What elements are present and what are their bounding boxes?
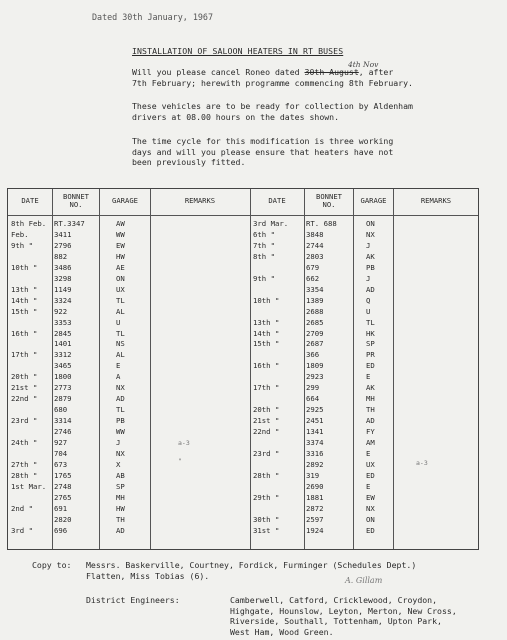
right-garage-cell: SP [366, 339, 375, 349]
right-date-cell: 29th " [253, 492, 280, 502]
left-date-cell: 21st " [11, 383, 38, 393]
right-date-cell: 30th " [253, 514, 280, 524]
right-bonnet-cell: 662 [306, 273, 320, 283]
left-garage-cell: A [116, 372, 121, 382]
right-garage-cell: AM [366, 438, 375, 447]
right-date-cell: 14th " [253, 328, 280, 338]
remark-right: a-3 [416, 459, 428, 467]
header-divider [8, 215, 478, 216]
left-bonnet-cell: 922 [54, 306, 68, 316]
right-bonnet-cell: 366 [306, 350, 320, 360]
left-garage-cell: U [116, 317, 121, 327]
right-garage-cell: UX [366, 459, 375, 469]
right-bonnet-cell: 3316 [306, 448, 324, 458]
left-garage-cell: AL [116, 350, 125, 360]
right-bonnet-cell: 2597 [306, 514, 324, 524]
right-bonnet-cell: 3374 [306, 438, 324, 447]
paragraph-cancel-after: , after 7th February; herewith programme commencing 8th February. [132, 67, 413, 88]
right-bonnet-cell: 1881 [306, 492, 324, 502]
right-bonnet-cell: 1924 [306, 525, 324, 535]
left-bonnet-cell: 696 [54, 525, 68, 535]
left-bonnet-cell: 3324 [54, 295, 72, 305]
signature: A. Gillam [345, 576, 383, 585]
remark-left: a-3 [178, 439, 190, 447]
right-garage-cell: E [366, 448, 371, 458]
right-bonnet-cell: 2803 [306, 251, 324, 261]
left-bonnet-cell: 2765 [54, 492, 72, 502]
right-date-cell: 9th " [253, 273, 275, 283]
left-date-cell: 8th Feb. [11, 219, 47, 228]
left-garage-cell: NX [116, 383, 125, 393]
left-garage-cell: AD [116, 394, 125, 404]
left-bonnet-cell: 3411 [54, 229, 72, 239]
programme-table [7, 188, 479, 550]
right-date-cell: 20th " [253, 405, 280, 415]
right-bonnet-cell: 2892 [306, 459, 324, 469]
left-date-cell: 20th " [11, 372, 38, 382]
col-divider [250, 189, 251, 549]
col-divider [52, 189, 53, 549]
right-date-cell: 31st " [253, 525, 280, 535]
left-garage-cell: AE [116, 262, 125, 272]
right-bonnet-cell: 2709 [306, 328, 324, 338]
right-bonnet-cell: 664 [306, 394, 320, 404]
paragraph-collection: These vehicles are to be ready for collection by Aldenham drivers at 08.00 hours on the dates shown. [132, 101, 413, 122]
left-bonnet-cell: 2796 [54, 240, 72, 250]
left-bonnet-cell: 1800 [54, 372, 72, 382]
right-garage-cell: NX [366, 503, 375, 513]
right-garage-cell: E [366, 372, 371, 382]
left-bonnet-cell: 680 [54, 405, 68, 415]
left-date-cell: 1st Mar. [11, 481, 47, 491]
left-bonnet-cell: 3465 [54, 361, 72, 371]
left-date-cell: 17th " [11, 350, 38, 360]
left-bonnet-cell: 3314 [54, 416, 72, 426]
right-garage-cell: ON [366, 219, 375, 228]
left-garage-cell: ON [116, 273, 125, 283]
right-date-cell: 16th " [253, 361, 280, 371]
right-garage-cell: PR [366, 350, 375, 360]
left-bonnet-cell: 691 [54, 503, 68, 513]
left-date-cell: 16th " [11, 328, 38, 338]
right-garage-cell: ED [366, 470, 375, 480]
right-date-cell: 6th " [253, 229, 275, 239]
left-garage-cell: MH [116, 492, 125, 502]
right-date-cell: 13th " [253, 317, 280, 327]
right-bonnet-cell: 1809 [306, 361, 324, 371]
left-garage-cell: SP [116, 481, 125, 491]
left-bonnet-cell: 2748 [54, 481, 72, 491]
left-garage-cell: TL [116, 405, 125, 415]
left-garage-cell: AB [116, 470, 125, 480]
document-heading: INSTALLATION OF SALOON HEATERS IN RT BUSES [132, 46, 344, 56]
right-garage-cell: E [366, 481, 371, 491]
right-bonnet-cell: 2451 [306, 416, 324, 426]
right-bonnet-cell: 1341 [306, 427, 324, 437]
left-garage-cell: TL [116, 328, 125, 338]
left-garage-cell: E [116, 361, 121, 371]
left-garage-cell: PB [116, 416, 125, 426]
right-bonnet-cell: 2685 [306, 317, 324, 327]
header-bonnet-left: BONNET NO. [63, 192, 89, 209]
left-garage-cell: HW [116, 503, 125, 513]
left-garage-cell: NS [116, 339, 125, 349]
right-garage-cell: FY [366, 427, 375, 437]
right-date-cell: 23rd " [253, 448, 280, 458]
left-date-cell: 13th " [11, 284, 38, 294]
right-garage-cell: HK [366, 328, 375, 338]
left-bonnet-cell: 882 [54, 251, 68, 261]
right-bonnet-cell: 3848 [306, 229, 324, 239]
dated-line: Dated 30th January, 1967 [92, 12, 214, 22]
header-garage-left: GARAGE [112, 196, 138, 205]
left-date-cell: 23rd " [11, 416, 38, 426]
right-garage-cell: U [366, 306, 371, 316]
right-garage-cell: TL [366, 317, 375, 327]
paragraph-time-cycle: The time cycle for this modification is three working days and will you please ensure that heaters have not been previously fitted. [132, 136, 394, 167]
left-bonnet-cell: 704 [54, 448, 68, 458]
left-garage-cell: NX [116, 448, 125, 458]
left-date-cell: 22nd " [11, 394, 38, 404]
col-divider [304, 189, 305, 549]
right-garage-cell: J [366, 273, 371, 283]
right-garage-cell: AK [366, 251, 375, 261]
remark-left-ditto: " [178, 457, 182, 465]
right-bonnet-cell: 299 [306, 383, 320, 393]
left-bonnet-cell: RT.3347 [54, 219, 85, 228]
left-bonnet-cell: 2845 [54, 328, 72, 338]
left-garage-cell: X [116, 459, 121, 469]
copy-recipients: Messrs. Baskerville, Courtney, Fordick, Furminger (Schedules Dept.) Flatten, Miss Tobias (6). [86, 560, 417, 581]
left-bonnet-cell: 1765 [54, 470, 72, 480]
left-date-cell: 9th " [11, 240, 33, 250]
right-garage-cell: AD [366, 416, 375, 426]
right-garage-cell: PB [366, 262, 375, 272]
left-bonnet-cell: 2820 [54, 514, 72, 524]
right-date-cell: 10th " [253, 295, 280, 305]
right-garage-cell: ON [366, 514, 375, 524]
left-garage-cell: TL [116, 295, 125, 305]
col-divider [150, 189, 151, 549]
right-garage-cell: Q [366, 295, 371, 305]
right-date-cell: 8th " [253, 251, 275, 261]
header-remarks-left: REMARKS [184, 196, 216, 205]
header-remarks-right: REMARKS [420, 196, 452, 205]
left-bonnet-cell: 2879 [54, 394, 72, 404]
header-date-right: DATE [268, 196, 286, 205]
left-date-cell: 27th " [11, 459, 38, 469]
header-garage-right: GARAGE [360, 196, 387, 205]
right-bonnet-cell: 679 [306, 262, 320, 272]
left-garage-cell: WW [116, 229, 125, 239]
right-garage-cell: NX [366, 229, 375, 239]
left-date-cell: Feb. [11, 229, 29, 239]
left-date-cell: 24th " [11, 438, 38, 447]
right-bonnet-cell: 2744 [306, 240, 324, 250]
col-divider [99, 189, 100, 549]
right-garage-cell: ED [366, 361, 375, 371]
right-bonnet-cell: RT. 688 [306, 219, 337, 228]
left-bonnet-cell: 1401 [54, 339, 72, 349]
left-bonnet-cell: 1149 [54, 284, 72, 294]
col-divider [393, 189, 394, 549]
left-date-cell: 15th " [11, 306, 38, 316]
right-date-cell: 22nd " [253, 427, 280, 437]
right-garage-cell: J [366, 240, 371, 250]
left-bonnet-cell: 927 [54, 438, 68, 447]
right-bonnet-cell: 2690 [306, 481, 324, 491]
left-garage-cell: AL [116, 306, 125, 316]
left-garage-cell: WW [116, 427, 125, 437]
header-bonnet-right: BONNET NO. [316, 192, 342, 209]
right-date-cell: 28th " [253, 470, 280, 480]
right-bonnet-cell: 3354 [306, 284, 324, 294]
left-bonnet-cell: 3298 [54, 273, 72, 283]
right-garage-cell: MH [366, 394, 375, 404]
struck-date: 30th August [304, 67, 359, 77]
left-date-cell: 3rd " [11, 525, 33, 535]
right-bonnet-cell: 2872 [306, 503, 324, 513]
left-bonnet-cell: 2746 [54, 427, 72, 437]
district-label: District Engineers: [86, 595, 180, 605]
handwritten-date: 4th Nov [348, 60, 379, 69]
left-garage-cell: TH [116, 514, 125, 524]
right-garage-cell: TH [366, 405, 375, 415]
left-date-cell: 14th " [11, 295, 38, 305]
left-garage-cell: UX [116, 284, 125, 294]
left-date-cell: 2nd " [11, 503, 33, 513]
left-bonnet-cell: 2773 [54, 383, 72, 393]
paragraph-cancel [132, 67, 462, 88]
left-garage-cell: EW [116, 240, 125, 250]
right-date-cell: 15th " [253, 339, 280, 349]
left-bonnet-cell: 3312 [54, 350, 72, 360]
right-date-cell: 17th " [253, 383, 280, 393]
paragraph-cancel-before: Will you please cancel Roneo dated [132, 67, 305, 77]
right-date-cell: 3rd Mar. [253, 219, 289, 228]
left-bonnet-cell: 3353 [54, 317, 72, 327]
col-divider [353, 189, 354, 549]
right-garage-cell: AK [366, 383, 375, 393]
right-bonnet-cell: 2923 [306, 372, 324, 382]
left-garage-cell: AD [116, 525, 125, 535]
right-bonnet-cell: 1389 [306, 295, 324, 305]
left-bonnet-cell: 673 [54, 459, 68, 469]
left-garage-cell: HW [116, 251, 125, 261]
copy-label: Copy to: [32, 560, 72, 570]
right-garage-cell: ED [366, 525, 375, 535]
left-garage-cell: AW [116, 219, 125, 228]
left-date-cell: 10th " [11, 262, 38, 272]
right-bonnet-cell: 2688 [306, 306, 324, 316]
district-list: Camberwell, Catford, Cricklewood, Croydon, Highgate, Hounslow, Leyton, Merton, New Cross, Riverside, Southall, Tottenham, Upton Park, West Ham, Wood Green. [230, 595, 457, 637]
left-date-cell: 28th " [11, 470, 38, 480]
right-date-cell: 7th " [253, 240, 275, 250]
left-bonnet-cell: 3486 [54, 262, 72, 272]
right-bonnet-cell: 319 [306, 470, 320, 480]
header-date-left: DATE [21, 196, 39, 205]
right-bonnet-cell: 2687 [306, 339, 324, 349]
right-garage-cell: AD [366, 284, 375, 294]
right-garage-cell: EW [366, 492, 375, 502]
left-garage-cell: J [116, 438, 121, 447]
right-date-cell: 21st " [253, 416, 280, 426]
right-bonnet-cell: 2925 [306, 405, 324, 415]
